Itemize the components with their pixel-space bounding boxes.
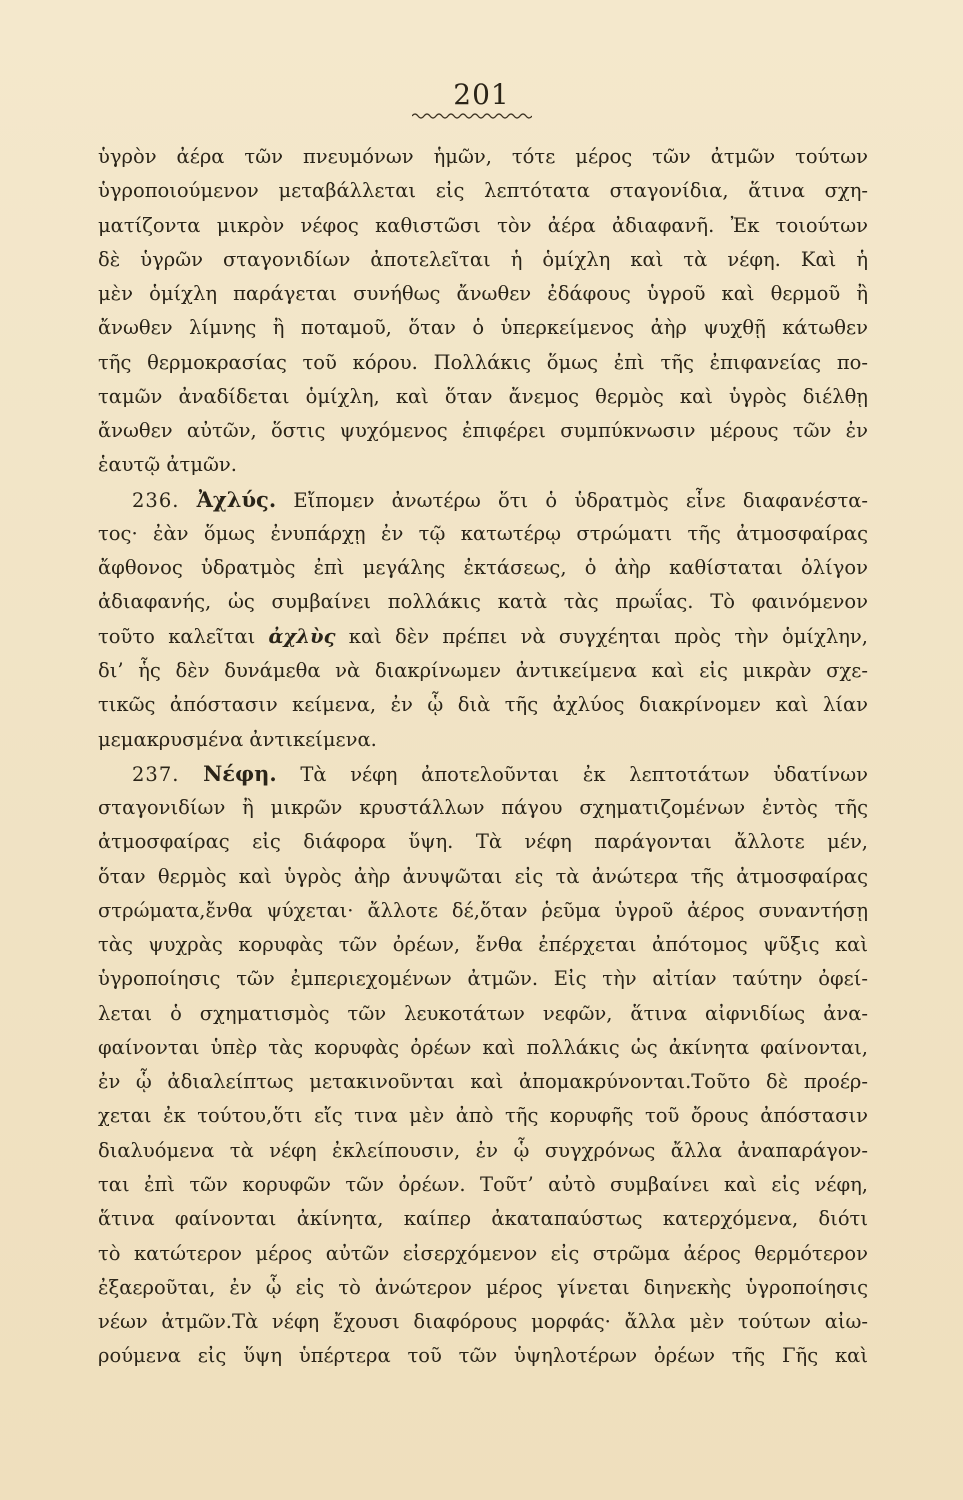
text-line: ὅταν θερμὸς καὶ ὑγρὸς ἀὴρ ἀνυψῶται εἰς τὰ ἀνώτερα τῆς ἀτμοσφαίρας: [98, 864, 868, 888]
text-line: ταμῶν ἀναδίδεται ὁμίχλη, καὶ ὅταν ἄνεμος θερμὸς καὶ ὑγρὸς διέλθῃ: [98, 384, 868, 408]
text-line: ἀδιαφανής, ὡς συμβαίνει πολλάκις κατὰ τὰς πρωΐας. Τὸ φαινόμενον: [98, 590, 868, 614]
section-heading: Νέφη.: [203, 760, 277, 786]
text-line: ὑγρὸν ἀέρα τῶν πνευμόνων ἡμῶν, τότε μέρος τῶν ἀτμῶν τούτων: [98, 145, 868, 168]
page-number: 201: [453, 78, 510, 111]
text-line: ἄνωθεν λίμνης ἢ ποταμοῦ, ὅταν ὁ ὑπερκείμενος ἀὴρ ψυχθῇ κάτωθεν: [98, 316, 868, 340]
text-line: ἄνωθεν αὐτῶν, ὅστις ψυχόμενος ἐπιφέρει συμπύκνωσιν μέρους τῶν ἐν: [98, 419, 868, 443]
term-pre: τοῦτο καλεῖται: [98, 624, 256, 648]
text-line: νέων ἀτμῶν.Τὰ νέφη ἔχουσι διαφόρους μορφάς· ἄλλα μὲν τούτων αἰω-: [98, 1310, 868, 1334]
text-line: τῆς θερμοκρασίας τοῦ κόρου. Πολλάκις ὅμως ἐπὶ τῆς ἐπιφανείας πο-: [98, 350, 868, 374]
text-line: φαίνονται ὑπὲρ τὰς κορυφὰς ὀρέων καὶ πολλάκις ὡς ἀκίνητα φαίνονται,: [98, 1035, 868, 1059]
text-line: ἅτινα φαίνονται ἀκίνητα, καίπερ ἀκαταπαύστως κατερχόμενα, διότι: [98, 1207, 868, 1231]
text-line: τὸ κατώτερον μέρος αὐτῶν εἰσερχόμενον εἰς στρῶμα ἀέρος θερμότερον: [98, 1241, 868, 1265]
text-line: ἑαυτῷ ἀτμῶν.: [98, 453, 237, 477]
text-line: μεμακρυσμένα ἀντικείμενα.: [98, 727, 377, 751]
text-line: μὲν ὁμίχλη παράγεται συνήθως ἄνωθεν ἐδάφους ὑγροῦ καὶ θερμοῦ ἢ: [98, 282, 868, 306]
text-line: ὑγροποίησις τῶν ἐμπεριεχομένων ἀτμῶν. Εἰς τὴν αἰτίαν ταύτην ὀφεί-: [98, 967, 868, 991]
section-number: 237.: [132, 762, 180, 786]
text-line: ἀτμοσφαίρας εἰς διάφορα ὕψη. Τὰ νέφη παράγονται ἄλλοτε μέν,: [98, 830, 868, 854]
term-post: καὶ δὲν πρέπει νὰ συγχέηται πρὸς τὴν ὁμίχλην,: [348, 624, 868, 648]
text-line: στρώματα,ἔνθα ψύχεται· ἄλλοτε δέ,ὅταν ῥεῦμα ὑγροῦ ἀέρος συναντήσῃ: [98, 898, 868, 922]
text-line: ρούμενα εἰς ὕψη ὑπέρτερα τοῦ τῶν ὑψηλοτέρων ὀρέων τῆς Γῆς καὶ: [98, 1344, 868, 1368]
text-line: τικῶς ἀπόστασιν κείμενα, ἐν ᾧ διὰ τῆς ἀχλύος διακρίνομεν καὶ λίαν: [98, 693, 868, 717]
section-237-first-line: [98, 757, 868, 791]
section-heading: Ἀχλύς.: [196, 486, 277, 512]
text-line: διαλυόμενα τὰ νέφη ἐκλείπουσιν, ἐν ᾧ συγχρόνως ἄλλα ἀναπαράγον-: [98, 1138, 868, 1162]
text-line: ὑγροποιούμενον μεταβάλλεται εἰς λεπτότατα σταγονίδια, ἅτινα σχη-: [98, 179, 868, 203]
text-line-with-term: [98, 620, 868, 654]
text-line: ται ἐπὶ τῶν κορυφῶν τῶν ὀρέων. Τοῦτ’ αὐτὸ συμβαίνει καὶ εἰς νέφη,: [98, 1172, 868, 1196]
term-achlys: ἀχλὺς: [268, 624, 336, 648]
text-line: δὲ ὑγρῶν σταγονιδίων ἀποτελεῖται ἡ ὁμίχλη καὶ τὰ νέφη. Καὶ ἡ: [98, 247, 868, 271]
section-number: 236.: [132, 488, 180, 512]
section-236-first-line: [98, 483, 868, 517]
text-line: ἐν ᾧ ἀδιαλείπτως μετακινοῦνται καὶ ἀπομακρύνονται.Τοῦτο δὲ προέρ-: [98, 1070, 868, 1094]
text-line: τὰς ψυχρὰς κορυφὰς τῶν ὀρέων, ἔνθα ἐπέρχεται ἀπότομος ψῦξις καὶ: [98, 933, 868, 957]
text-line: δι’ ἧς δὲν δυνάμεθα νὰ διακρίνωμεν ἀντικείμενα καὶ εἰς μικρὰν σχε-: [98, 658, 868, 682]
wavy-ornament: [412, 111, 532, 121]
section-text: Εἴπομεν ἀνωτέρω ὅτι ὁ ὑδρατμὸς εἶνε διαφανέστα-: [293, 488, 869, 512]
text-line: ματίζοντα μικρὸν νέφος καθιστῶσι τὸν ἀέρα ἀδιαφανῆ. Ἐκ τοιούτων: [98, 213, 868, 237]
text-line: ἐξαεροῦται, ἐν ᾧ εἰς τὸ ἀνώτερον μέρος γίνεται διηνεκὴς ὑγροποίησις: [98, 1275, 868, 1299]
text-line: τος· ἐὰν ὅμως ἐνυπάρχῃ ἐν τῷ κατωτέρῳ στρώματι τῆς ἀτμοσφαίρας: [98, 521, 868, 545]
text-line: ἄφθονος ὑδρατμὸς ἐπὶ μεγάλης ἐκτάσεως, ὁ ἀὴρ καθίσταται ὀλίγον: [98, 556, 868, 580]
section-text: Τὰ νέφη ἀποτελοῦνται ἐκ λεπτοτάτων ὑδατίνων: [300, 762, 868, 786]
text-line: χεται ἐκ τούτου,ὅτι εἴς τινα μὲν ἀπὸ τῆς κορυφῆς τοῦ ὄρους ἀπόστασιν: [98, 1104, 868, 1128]
text-line: λεται ὁ σχηματισμὸς τῶν λευκοτάτων νεφῶν, ἅτινα αἰφνιδίως ἀνα-: [98, 1001, 868, 1025]
body-text: [98, 140, 868, 1374]
text-line: σταγονιδίων ἢ μικρῶν κρυστάλλων πάγου σχηματιζομένων ἐντὸς τῆς: [98, 796, 868, 820]
